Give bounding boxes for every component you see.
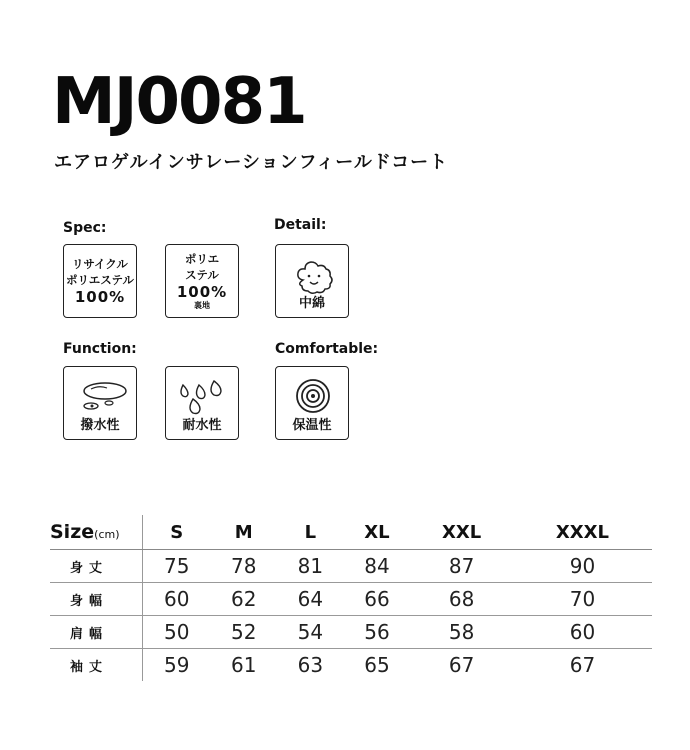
table-cell: 64 [277, 583, 344, 616]
row-label: 身丈 [50, 550, 143, 583]
table-cell: 52 [210, 616, 277, 649]
table-cell: 70 [513, 583, 652, 616]
table-cell: 54 [277, 616, 344, 649]
table-cell: 78 [210, 550, 277, 583]
size-col-header: XXXL [513, 515, 652, 550]
table-cell: 67 [569, 653, 596, 677]
product-name: エアロゲルインサレーションフィールドコート [54, 152, 449, 173]
table-cell: 56 [344, 616, 411, 649]
size-table [50, 515, 652, 681]
table-cell: 65 [364, 653, 390, 677]
table-cell: 62 [210, 583, 277, 616]
spec-line1: ポリエ [184, 252, 220, 266]
table-row [50, 649, 652, 682]
detail-label: Detail: [274, 217, 327, 233]
size-col-header: XXL [410, 515, 513, 550]
table-cell: 61 [231, 653, 257, 677]
row-label: 身幅 [50, 583, 143, 616]
table-cell: 50 [143, 616, 211, 649]
spec-percent: 100% [74, 288, 126, 306]
size-unit: (cm) [94, 528, 120, 541]
table-cell: 59 [163, 653, 190, 677]
model-number: MJ0081 [52, 65, 306, 139]
table-cell: 58 [410, 616, 513, 649]
size-col-header: L [277, 515, 344, 550]
table-cell: 67 [448, 653, 475, 677]
size-col-header: M [210, 515, 277, 550]
spec-line2: ステル [185, 268, 219, 282]
size-label: Size [50, 521, 95, 543]
spec-line1: リサイクル [72, 257, 128, 271]
table-cell: 68 [410, 583, 513, 616]
function-caption: 耐水性 [182, 418, 222, 433]
table-cell: 66 [344, 583, 411, 616]
spec-note: 裏地 [194, 301, 210, 310]
table-cell: 81 [277, 550, 344, 583]
comfortable-caption: 保温性 [292, 418, 332, 433]
size-header-label [50, 515, 143, 550]
detail-badge-padding [275, 244, 349, 318]
function-badge-waterproof [165, 366, 239, 440]
spec-badge-polyester-lining [165, 244, 239, 318]
table-cell: 63 [297, 653, 324, 677]
comfortable-label: Comfortable: [275, 341, 379, 357]
function-badge-water-repellent [63, 366, 137, 440]
spec-badge-recycled-polyester [63, 244, 137, 318]
row-label: 袖丈 [50, 649, 143, 682]
table-cell: 60 [143, 583, 211, 616]
row-label: 肩幅 [50, 616, 143, 649]
spec-label: Spec: [63, 220, 107, 236]
size-col-header: S [143, 515, 211, 550]
comfortable-badge-heat-retention [275, 366, 349, 440]
function-caption: 撥水性 [80, 418, 120, 433]
spec-percent: 100% [176, 283, 228, 301]
table-row [50, 616, 652, 649]
function-label: Function: [63, 341, 137, 357]
table-cell: 75 [143, 550, 211, 583]
table-cell: 90 [513, 550, 652, 583]
spec-line2: ポリエステル [66, 273, 134, 287]
detail-caption: 中綿 [298, 296, 325, 311]
table-cell: 60 [513, 616, 652, 649]
size-col-header: XL [344, 515, 411, 550]
table-row [50, 583, 652, 616]
table-row [50, 550, 652, 583]
table-cell: 84 [344, 550, 411, 583]
size-header-row [50, 515, 652, 550]
table-cell: 87 [410, 550, 513, 583]
